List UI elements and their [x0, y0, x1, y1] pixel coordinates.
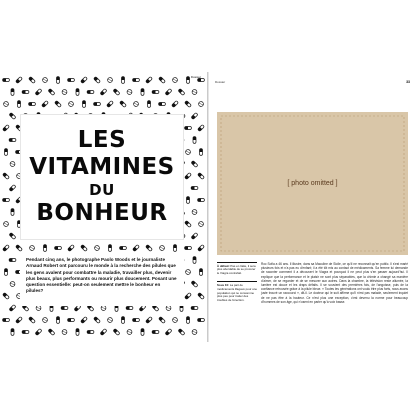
- pill-icon: [152, 91, 159, 94]
- pill-icon: [200, 269, 203, 276]
- pill-icon: [11, 89, 14, 96]
- pill-icon: [185, 269, 191, 275]
- pill-icon: [191, 329, 197, 335]
- pill-icon: [94, 317, 101, 324]
- standfirst: Pendant cinq ans, le photographe Paolo Woods et le journaliste Arnaud Robert ont parcouru le monde à la recherche des pilules que les gens avalent pour combattre la maladie, travailler plus, devenir plus beaux, plus performants ou mourir plus doucement. Posant une question essentielle: peut-on seulement mettre le bonheur en pilules?: [26, 257, 177, 294]
- pill-icon: [57, 317, 60, 324]
- pill-icon: [94, 77, 101, 84]
- standfirst-box: [20, 254, 184, 306]
- pill-icon: [81, 245, 88, 252]
- pill-icon: [61, 307, 68, 310]
- right-page-number: 33: [406, 80, 410, 84]
- pill-icon: [83, 101, 86, 108]
- pill-icon: [29, 317, 36, 324]
- pill-icon: [3, 173, 10, 180]
- pill-icon: [185, 221, 192, 228]
- pill-icon: [185, 149, 191, 155]
- title-line-4: BONHEUR: [36, 200, 168, 226]
- pill-icon: [185, 247, 192, 250]
- pill-icon: [68, 101, 74, 107]
- pill-icon: [29, 77, 36, 84]
- body-column: [261, 262, 408, 304]
- title-line-1: LES: [77, 127, 127, 153]
- pill-icon: [11, 329, 14, 336]
- pill-icon: [141, 329, 144, 336]
- pill-icon: [174, 245, 177, 252]
- pill-icon: [198, 199, 205, 202]
- pill-icon: [122, 77, 125, 84]
- pill-icon: [198, 293, 205, 300]
- pill-icon: [22, 331, 29, 334]
- pill-icon: [159, 317, 166, 324]
- magazine-spread: [0, 72, 416, 342]
- pill-icon: [3, 293, 10, 300]
- pill-icon: [81, 77, 88, 84]
- pill-icon: [18, 101, 21, 108]
- pill-icon: [152, 331, 159, 334]
- pill-icon: [185, 101, 192, 108]
- pill-icon: [55, 247, 62, 250]
- pill-icon: [35, 89, 42, 96]
- pill-icon: [9, 233, 16, 240]
- pill-icon: [5, 149, 8, 156]
- pill-icon: [122, 317, 125, 324]
- pill-icon: [61, 89, 67, 95]
- sidebar-note: [217, 262, 257, 276]
- pill-icon: [107, 101, 114, 108]
- pill-icon: [3, 221, 9, 227]
- pill-icon: [3, 319, 10, 322]
- pill-icon: [9, 161, 15, 167]
- pill-icon: [44, 245, 47, 252]
- pill-icon: [16, 245, 23, 252]
- pill-icon: [9, 185, 16, 192]
- pill-icon: [126, 89, 132, 95]
- pill-icon: [3, 79, 10, 82]
- pill-icon: [68, 245, 75, 252]
- body-text: Roc Sofia a 46 ans. Il illustre, dans sa Maculine de Sicile, ce qu'il ne reconnait qu'en public. Il s'est marié plusieurs fois et n'a pas eu d'enfant; il a été tôt mis au contact de médicaments. Sa femme lui demande de raconter comment il a découvert le Viagra et pourquoi il ne peut plus s'en passer aujourd'hui. Il explique que la performance et le plaisir ne sont plus séparables, que la chimie a changé sa manière d'aimer, de se regarder et de se mesurer aux autres. Dans la chambre, la télévision reste allumée, la lumière est douce et les draps défaits. Il se souvient des premières fois, de l'angoisse, puis de la confiance retrouvée grâce à la pilule bleue. « Toutes les générations ont voulu être plus forts, nous avons juste trouvé un raccourci », dit-il. Le docteur qui le suit affirme qu'il n'est pas malade, seulement inquiet de ne pas être à la hauteur. Ce n'est plus une exception, c'est devenu la norme pour beaucoup d'hommes de son âge, qui n'osent en parler qu'à voix basse.: [261, 262, 408, 304]
- note-lead: À défaut:: [217, 263, 230, 268]
- pill-icon: [198, 173, 205, 180]
- note-text: La part de médicaments illégaux pour une population qui ne consomme plus peu pour traiter des troubles de l'érection.: [217, 282, 258, 303]
- pill-icon: [185, 293, 192, 300]
- pill-icon: [94, 245, 100, 251]
- pill-icon: [178, 329, 185, 336]
- title-box: [20, 114, 184, 240]
- pill-icon: [159, 103, 166, 106]
- pill-icon: [185, 173, 192, 180]
- note-text: Pas en Italie, il sera plus abordable de se procurer le Viagra contrefait.: [217, 263, 256, 276]
- pill-icon: [9, 113, 16, 120]
- pill-icon: [11, 209, 14, 216]
- pill-icon: [146, 317, 153, 324]
- pill-icon: [87, 91, 94, 94]
- pill-icon: [100, 89, 107, 96]
- pill-icon: [61, 329, 67, 335]
- pill-icon: [146, 77, 153, 84]
- pill-icon: [133, 79, 140, 82]
- pill-icon: [187, 77, 190, 84]
- pill-icon: [5, 269, 8, 276]
- pill-icon: [3, 125, 10, 132]
- pill-icon: [29, 245, 35, 251]
- pill-icon: [3, 101, 9, 107]
- pill-icon: [9, 259, 16, 262]
- pill-icon: [198, 125, 205, 132]
- pill-icon: [198, 101, 204, 107]
- sidebar-note: [217, 281, 257, 303]
- pill-icon: [193, 137, 196, 144]
- pill-icon: [55, 101, 62, 108]
- pill-icon: [191, 161, 198, 168]
- pill-icon: [133, 101, 139, 107]
- right-page: [209, 72, 416, 342]
- photo-placeholder-label: [ photo omitted ]: [287, 179, 338, 187]
- pill-icon: [29, 103, 36, 106]
- pill-icon: [191, 209, 197, 215]
- pill-icon: [141, 89, 144, 96]
- pill-icon: [185, 127, 192, 130]
- pill-icon: [165, 89, 172, 96]
- pill-icon: [159, 245, 165, 251]
- pill-icon: [120, 101, 127, 108]
- pill-icon: [48, 329, 55, 336]
- pill-icon: [3, 245, 10, 252]
- pill-icon: [191, 113, 198, 120]
- pill-icon: [187, 317, 190, 324]
- pill-icon: [165, 329, 172, 336]
- pill-icon: [57, 77, 60, 84]
- pill-icon: [68, 79, 75, 82]
- pill-icon: [178, 89, 185, 96]
- pill-icon: [9, 305, 16, 312]
- pill-icon: [87, 331, 94, 334]
- pill-icon: [100, 329, 107, 336]
- pill-icon: [200, 149, 203, 156]
- right-header-section: Dossier: [215, 80, 226, 84]
- pill-icon: [109, 245, 112, 252]
- pill-icon: [94, 103, 101, 106]
- pill-icon: [120, 247, 127, 250]
- pill-icon: [16, 317, 23, 324]
- pill-icon: [191, 233, 198, 240]
- photo: [217, 112, 408, 255]
- pill-icon: [113, 89, 120, 96]
- pill-icon: [172, 77, 178, 83]
- pill-icon: [198, 319, 205, 322]
- pill-icon: [22, 91, 29, 94]
- pill-icon: [148, 101, 151, 108]
- pill-icon: [126, 307, 133, 310]
- pill-icon: [68, 319, 75, 322]
- pill-icon: [172, 101, 179, 108]
- left-folio: Dossier: [190, 75, 201, 79]
- pill-icon: [191, 281, 198, 288]
- pill-icon: [42, 101, 49, 108]
- pill-icon: [191, 307, 198, 310]
- pill-icon: [107, 77, 113, 83]
- note-lead: Sous 10:: [217, 282, 230, 287]
- sidebar-notes: [217, 262, 257, 308]
- pill-icon: [107, 317, 113, 323]
- pill-icon: [76, 89, 79, 96]
- pill-icon: [146, 245, 153, 252]
- pill-icon: [187, 197, 190, 204]
- pill-icon: [113, 329, 120, 336]
- pill-icon: [48, 89, 55, 96]
- pill-icon: [9, 281, 15, 287]
- pill-icon: [42, 317, 48, 323]
- pill-icon: [172, 317, 178, 323]
- pill-icon: [76, 329, 79, 336]
- pill-icon: [42, 77, 48, 83]
- title-line-3: DU: [89, 181, 115, 199]
- pill-icon: [16, 77, 23, 84]
- pill-icon: [133, 245, 140, 252]
- pill-icon: [198, 245, 205, 252]
- title-line-2: VITAMINES: [29, 154, 175, 180]
- pill-icon: [9, 139, 16, 142]
- pill-icon: [159, 77, 166, 84]
- pill-icon: [81, 317, 88, 324]
- pill-icon: [191, 89, 197, 95]
- pill-icon: [191, 187, 198, 190]
- pill-icon: [3, 199, 10, 202]
- pill-icon: [193, 257, 196, 264]
- pill-icon: [126, 329, 132, 335]
- pill-icon: [133, 319, 140, 322]
- left-page: [0, 72, 207, 342]
- pill-icon: [198, 221, 204, 227]
- pill-icon: [35, 329, 42, 336]
